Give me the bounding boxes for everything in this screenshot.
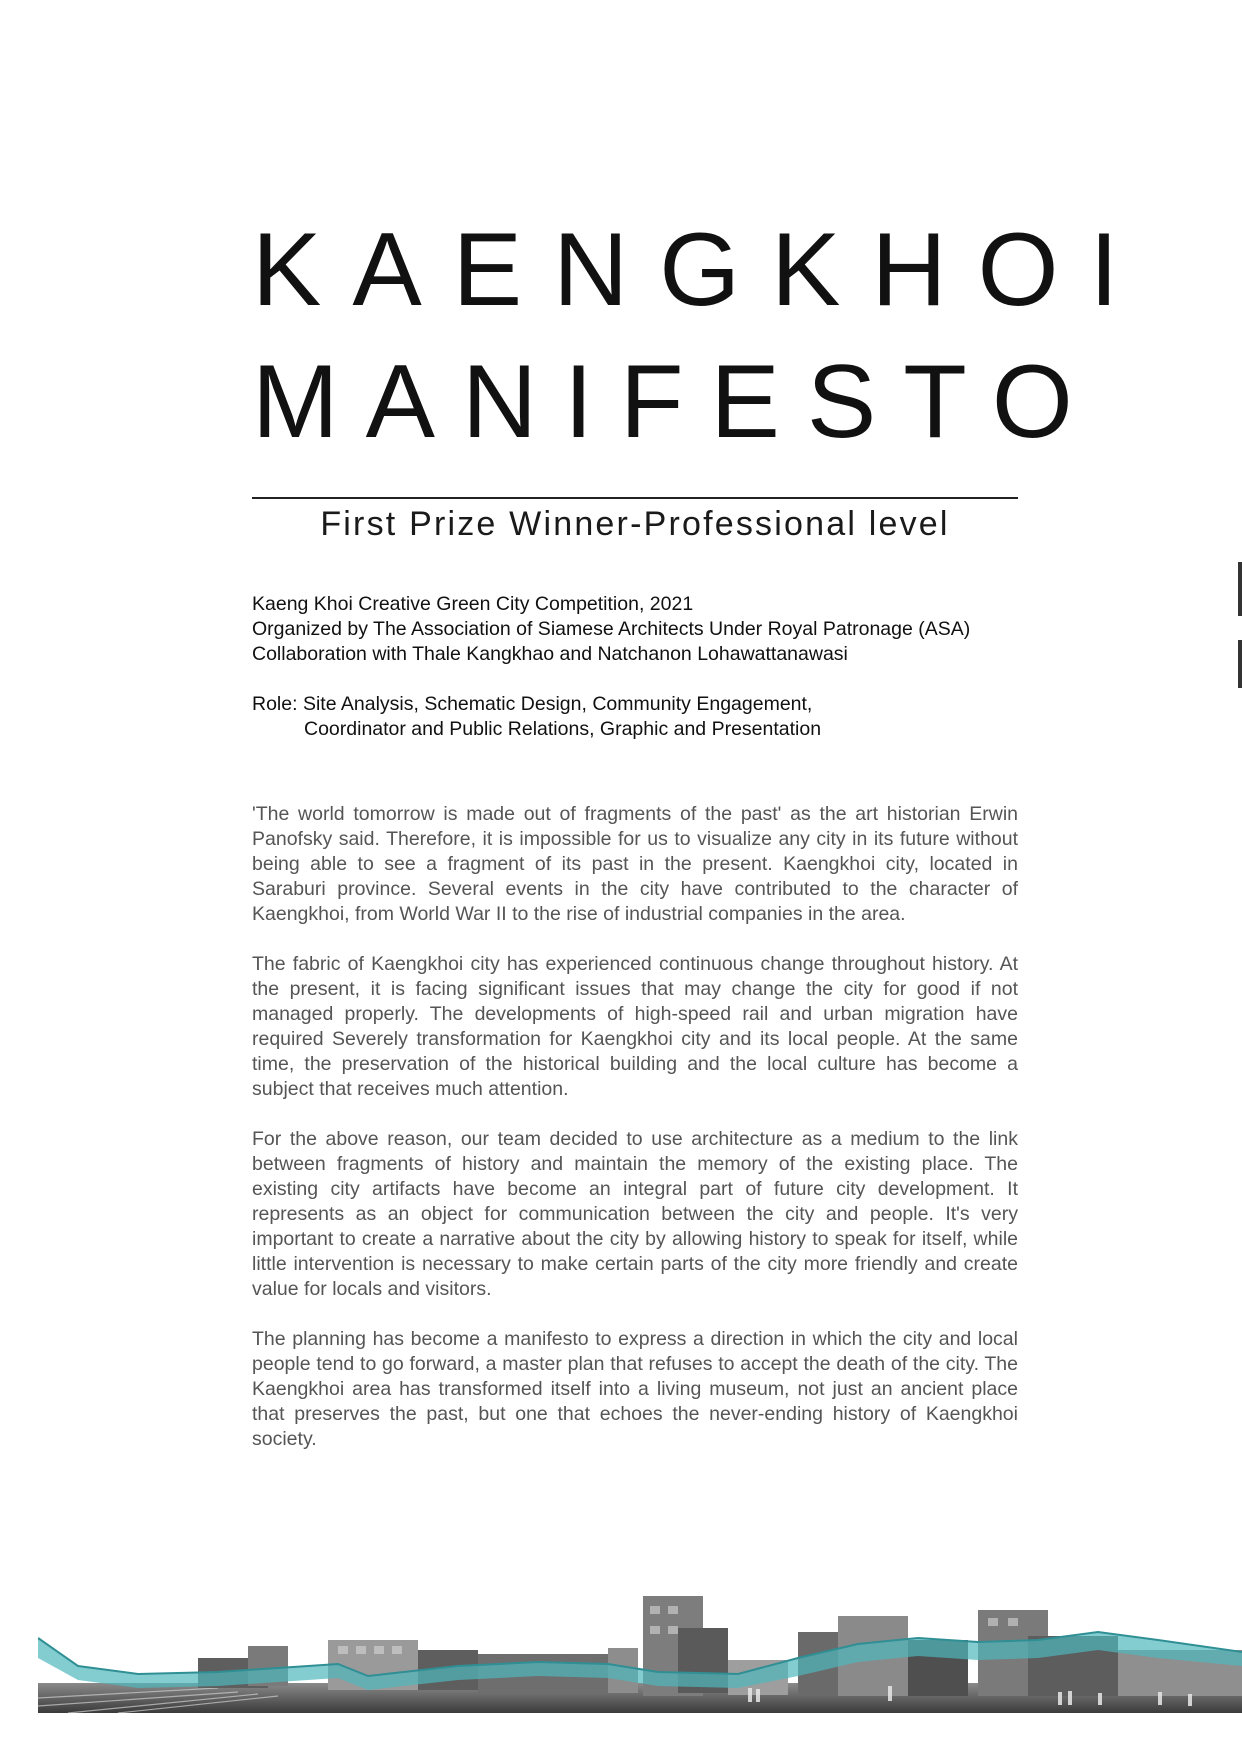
- manifesto-body: [252, 802, 1018, 1477]
- collaboration-line: Collaboration with Thale Kangkhao and Natchanon Lohawattanawasi: [252, 643, 848, 665]
- role-line-1: Role: Site Analysis, Schematic Design, Community Engagement,: [252, 693, 813, 715]
- organizer-line: Organized by The Association of Siamese Architects Under Royal Patronage (ASA): [252, 618, 971, 640]
- edge-mark: [1238, 562, 1242, 616]
- city-skyline-collage-image: [38, 1588, 1242, 1713]
- paragraph: For the above reason, our team decided to use architecture as a medium to the link between fragments of history and maintain the memory of the existing place. The existing city artifacts have become an integral part of future city development. It represents as an object for communication between the city and people. It's very important to create a narrative about the city by allowing history to speak for itself, while little intervention is necessary to make certain parts of the city more friendly and create value for locals and visitors.: [252, 1128, 1018, 1300]
- paragraph: The fabric of Kaengkhoi city has experienced continuous change throughout history. At the present, it is facing significant issues that may change the city for good if not managed properly. The developments of high-speed rail and urban migration have required Severely transformation for Kaengkhoi city and its local people. At the same time, the preservation of the historical building and the local culture has become a subject that receives much attention.: [252, 953, 1018, 1100]
- paragraph: The planning has become a manifesto to express a direction in which the city and local people tend to go forward, a master plan that refuses to accept the death of the city. The Kaengkhoi area has transformed itself into a living museum, not just an ancient place that preserves the past, but one that echoes the never-ending history of Kaengkhoi society.: [252, 1328, 1018, 1450]
- paragraph: 'The world tomorrow is made out of fragments of the past' as the art historian Erwin Panofsky said. Therefore, it is impossible for us to visualize any city in its future without being able to see a fragment of its past in the present. Kaengkhoi city, located in Saraburi province. Several events in the city have contributed to the character of Kaengkhoi, from World War II to the rise of industrial companies in the area.: [252, 803, 1018, 925]
- title-divider: [252, 497, 1018, 499]
- competition-line: Kaeng Khoi Creative Green City Competition, 2021: [252, 593, 694, 615]
- page-title-line-1: KAENGKHOI: [252, 212, 1150, 328]
- role-block: [252, 692, 1022, 742]
- role-line-2: Coordinator and Public Relations, Graphic and Presentation: [304, 718, 822, 740]
- credits-block: [252, 592, 1022, 667]
- edge-mark: [1238, 640, 1242, 688]
- page-title-line-2: MANIFESTO: [252, 344, 1100, 460]
- subtitle: First Prize Winner-Professional level: [320, 505, 950, 543]
